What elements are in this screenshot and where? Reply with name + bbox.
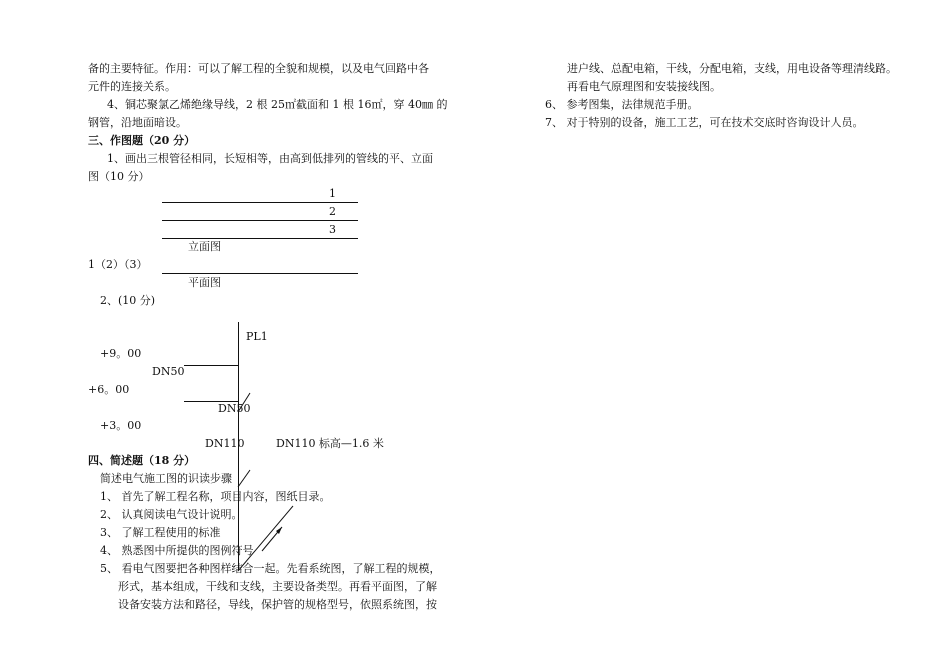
list-item-3: 3、 了解工程使用的标准 — [100, 526, 221, 539]
list-item-5-cont-2: 设备安装方法和路径，导线，保护管的规格型号，依照系统图，按 — [118, 598, 437, 611]
section-3-title: 三、作图题（20 分） — [88, 134, 196, 147]
elevation-label-3: 3 — [329, 223, 336, 236]
dn110-elevation-note: DN110 标高—1.6 米 — [276, 437, 384, 450]
elevation-label-2: 2 — [329, 205, 336, 218]
list-item-1: 1、 首先了解工程名称，项目内容，图纸目录。 — [100, 490, 331, 503]
section-4-intro: 简述电气施工图的识读步骤 — [100, 472, 232, 485]
body-text-p4: 钢管，沿地面暗设。 — [88, 116, 187, 129]
dn50-label-b: DN50 — [218, 402, 251, 415]
list-item-5: 5、 看电气图要把各种图样结合一起。先看系统图，了解工程的规模， — [100, 562, 441, 575]
plan-caption: 平面图 — [188, 276, 221, 289]
list-item-5-cont-1: 形式，基本组成，干线和支线，主要设备类型。再看平面图，了解 — [118, 580, 437, 593]
elevation-9-label: +9。00 — [100, 347, 142, 360]
question-1-line2: 图（10 分） — [88, 170, 150, 183]
dn50-label-a: DN50 — [152, 365, 185, 378]
elevation-caption: 立面图 — [188, 240, 221, 253]
body-text-p1: 备的主要特征。作用：可以了解工程的全貌和规模，以及电气回路中各 — [88, 62, 429, 75]
dn110-label: DN110 — [205, 437, 245, 450]
plan-pipe-labels: 1（2）（3） — [88, 258, 148, 271]
elevation-6-label: +6。00 — [88, 383, 130, 396]
elevation-label-1: 1 — [329, 187, 336, 200]
riser-pl1-label: PL1 — [246, 330, 268, 343]
elevation-3-label: +3。00 — [100, 419, 142, 432]
question-1-line1: 1、画出三根管径相同，长短相等，由高到低排列的管线的平、立面 — [107, 152, 433, 165]
question-2-title: 2、(10 分) — [100, 294, 156, 307]
right-cont-line-2: 再看电气原理图和安装接线图。 — [567, 80, 721, 93]
list-item-4: 4、 熟悉图中所提供的图例符号 — [100, 544, 254, 557]
right-cont-line-1: 进户线、总配电箱，干线，分配电箱，支线，用电设备等理清线路。 — [567, 62, 897, 75]
body-text-p3: 4、铜芯聚氯乙烯绝缘导线，2 根 25㎡截面和 1 根 16㎡，穿 40㎜ 的 — [107, 98, 448, 111]
body-text-p2: 元件的连接关系。 — [88, 80, 176, 93]
list-item-7: 7、 对于特别的设备，施工工艺，可在技术交底时咨询设计人员。 — [545, 116, 864, 129]
list-item-2: 2、 认真阅读电气设计说明。 — [100, 508, 243, 521]
list-item-6: 6、 参考图集，法律规范手册。 — [545, 98, 699, 111]
section-4-title: 四、简述题（18 分） — [88, 454, 196, 467]
